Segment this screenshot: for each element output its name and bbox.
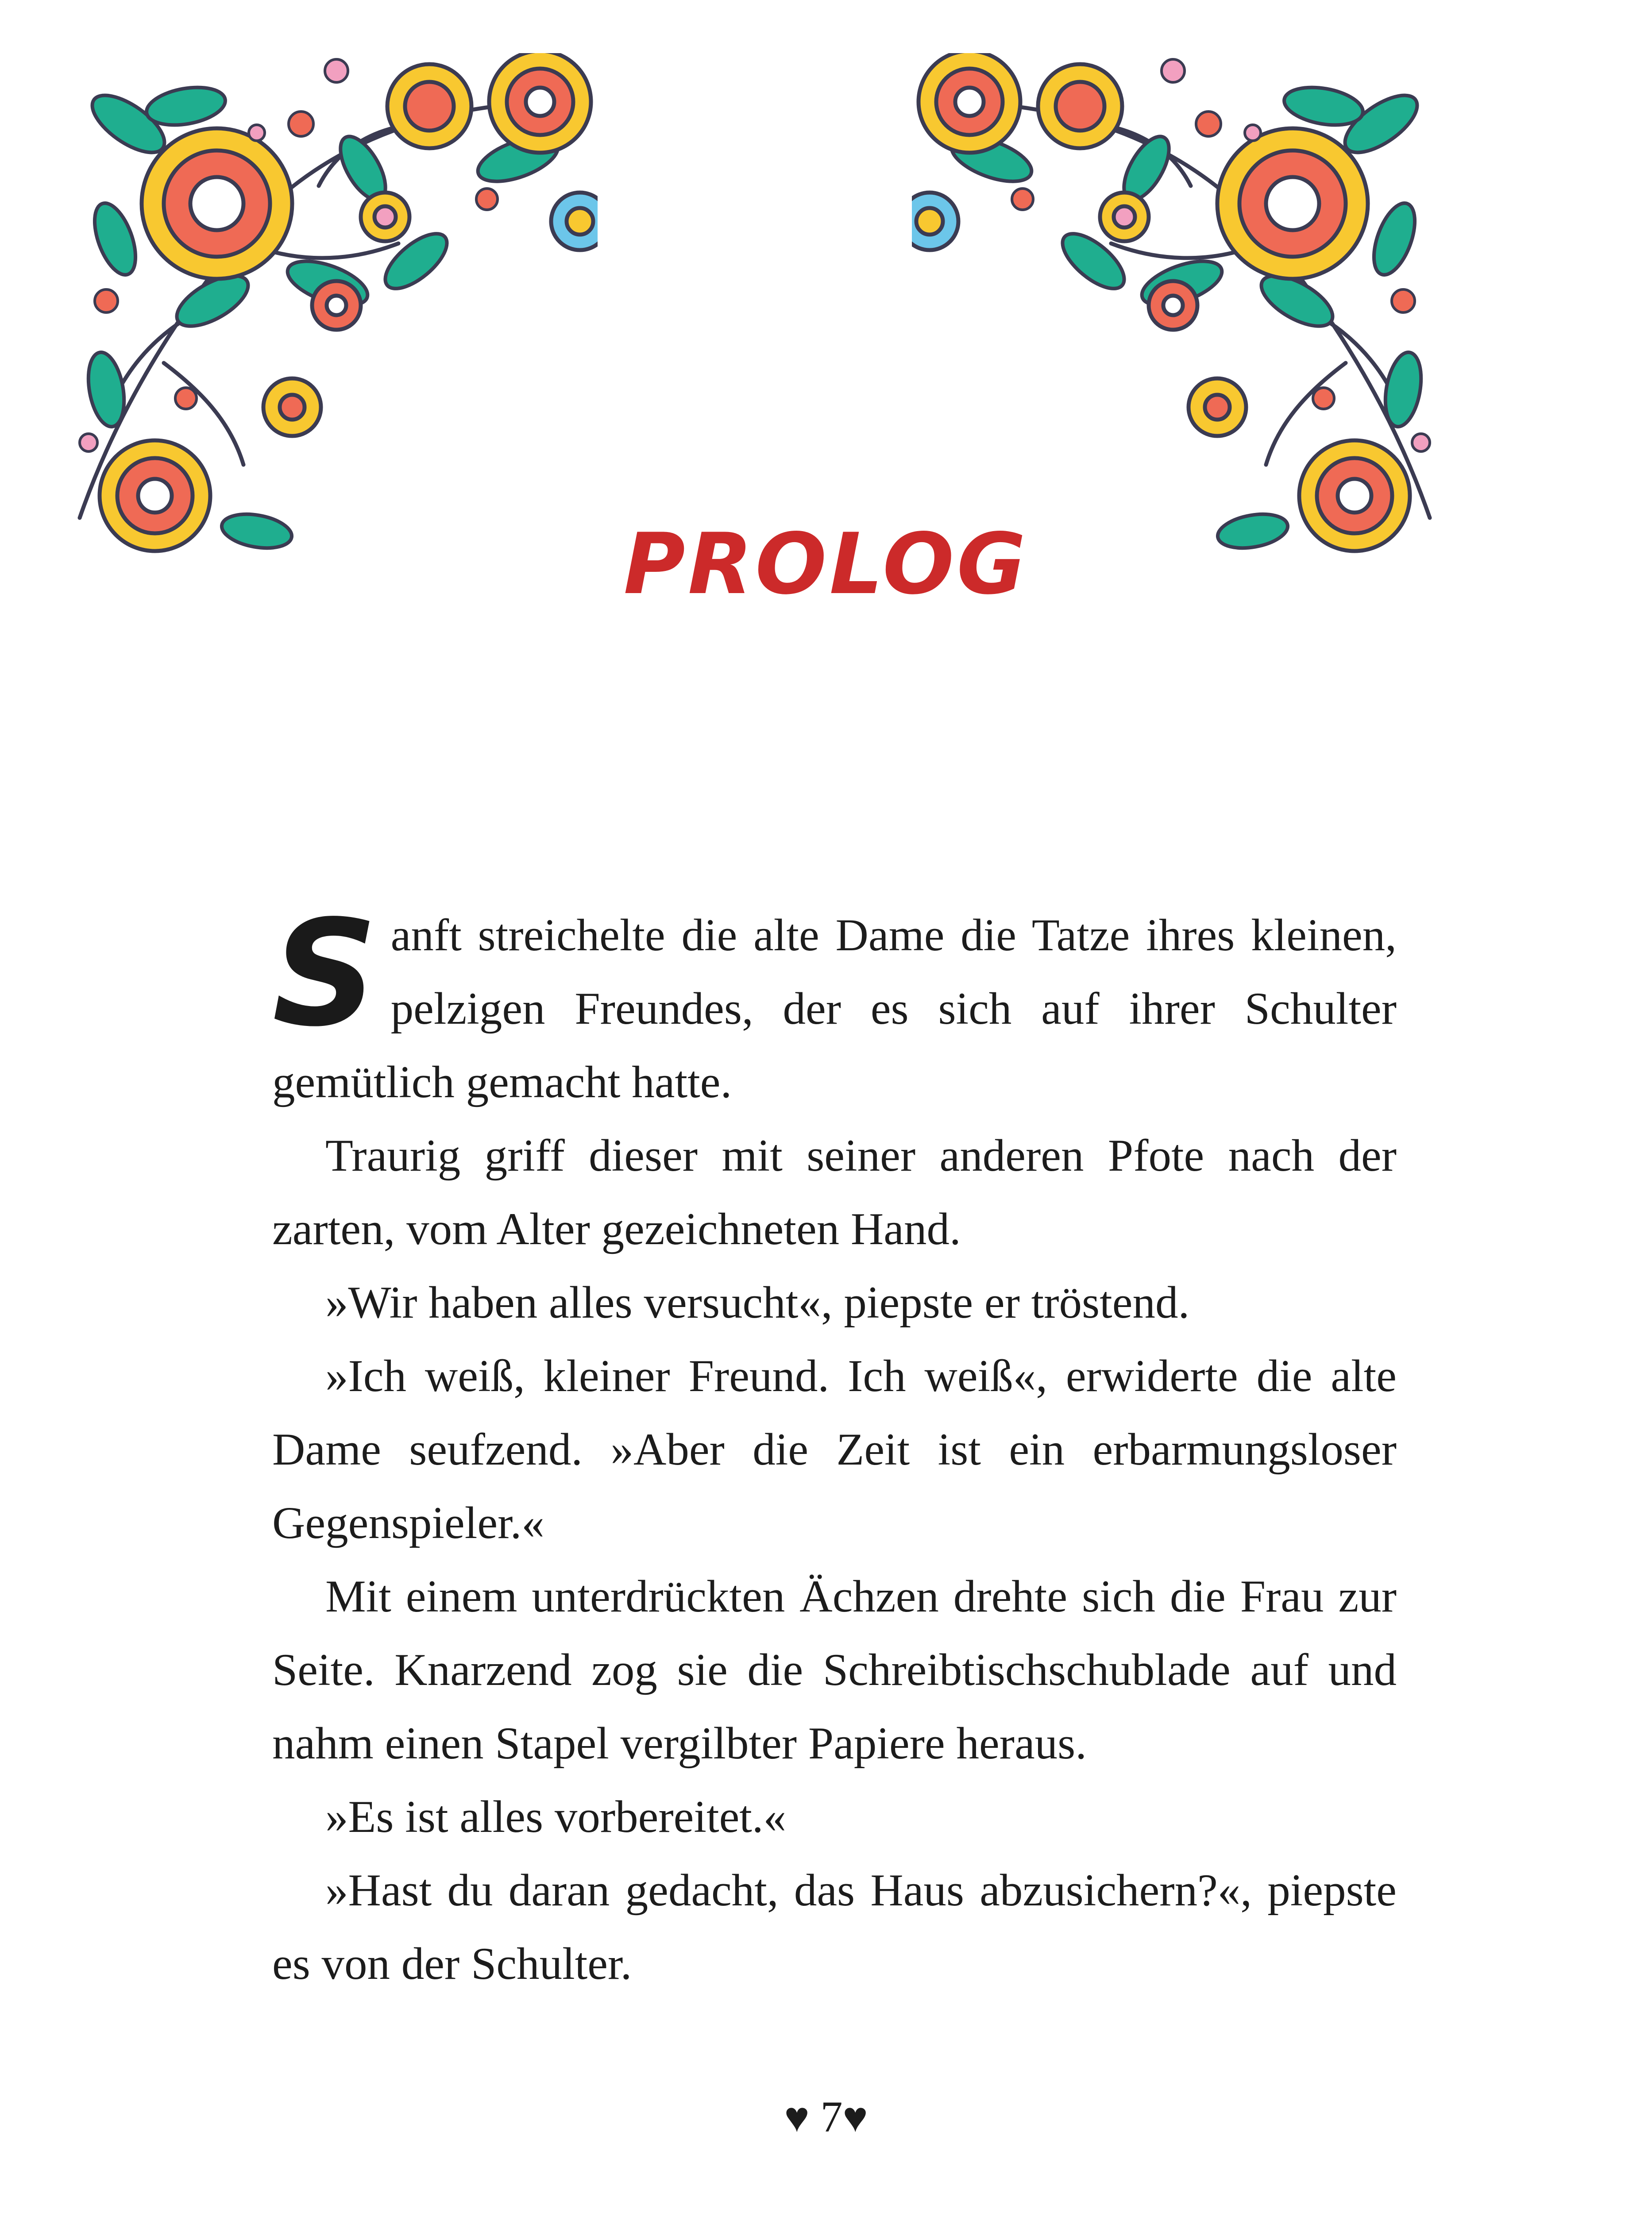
floral-ornament-right (912, 53, 1456, 553)
paragraph: Traurig griff dieser mit seiner anderen Pfote nach der zarten, vom Alter gezeichneten Hand. (272, 1130, 1397, 1254)
paragraph: »Wir haben alles versucht«, piepste er tröstend. (325, 1277, 1190, 1328)
paragraph: »Es ist alles vorbereitet.« (325, 1792, 787, 1842)
paragraph: »Ich weiß, kleiner Freund. Ich weiß«, erwiderte die alte Dame seufzend. »Aber die Zeit ist ein erbarmungsloser Gegenspieler.« (272, 1351, 1397, 1548)
heart-icon: ♥ (842, 2093, 868, 2141)
paragraph: Mit einem unterdrückten Ächzen drehte sich die Frau zur Seite. Knarzend zog sie die Schreibtischschublade auf und nahm einen Stapel vergilbter Papiere heraus. (272, 1571, 1397, 1769)
floral-ornament-left (53, 53, 598, 553)
page-number: 7 (820, 2092, 843, 2141)
heart-icon: ♥ (784, 2093, 810, 2141)
paragraph (272, 889, 1397, 1119)
paragraph-text: anft streichelte die alte Dame die Tatze ihres kleinen, pelzigen Freundes, der es sich auf ihrer Schulter gemütlich gemacht hatte. (272, 910, 1397, 1107)
page-footer (0, 2091, 1652, 2142)
drop-cap: S (272, 889, 378, 1059)
paragraph: »Hast du daran gedacht, das Haus abzusichern?«, piepste es von der Schulter. (272, 1865, 1397, 1989)
chapter-body (272, 889, 1397, 2001)
chapter-title: PROLOG (623, 515, 1029, 613)
